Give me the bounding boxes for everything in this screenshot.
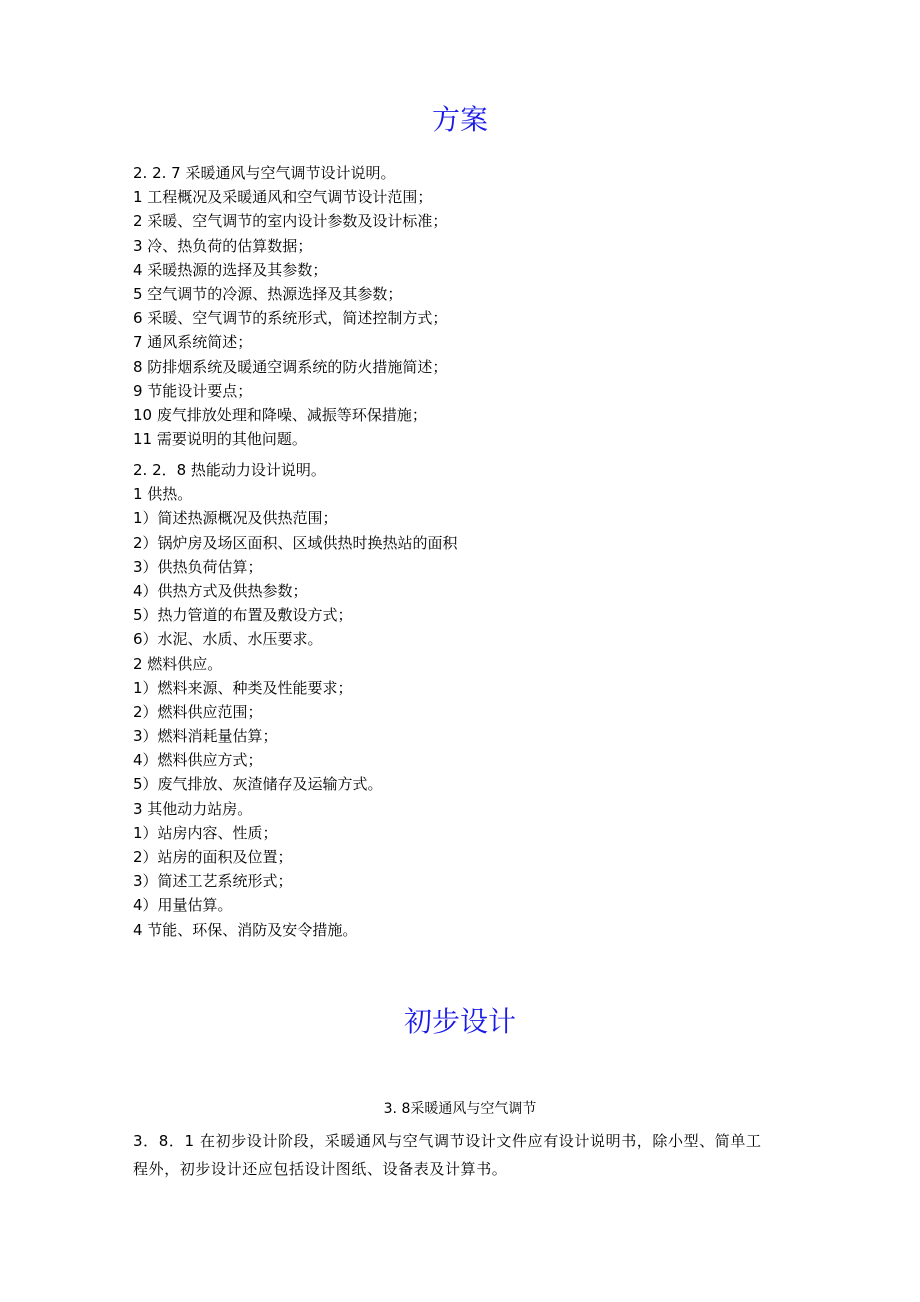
list-line: 1）站房内容、性质； [133,823,278,842]
subsection-heading: 3. 8采暖通风与空气调节 [383,1101,537,1117]
list-line: 3 冷、热负荷的估算数据； [133,236,313,255]
list-line: 2）锅炉房及场区面积、区域供热时换热站的面积 [133,533,458,552]
list-line: 3）简述工艺系统形式； [133,872,293,891]
list-line: 4）燃料供应方式； [133,751,263,770]
list-line: 11 需要说明的其他问题。 [133,430,307,449]
list-line: 7 通风系统简述； [133,333,253,352]
hvac-description-list [133,161,793,451]
list-line: 2）燃料供应范围； [133,702,263,721]
list-line: 8 防排烟系统及暖通空调系统的防火措施简述； [133,357,448,376]
list-line: 6）水泥、水质、水压要求。 [133,630,323,649]
list-line: 4 节能、环保、消防及安令措施。 [133,920,358,939]
list-line: 3）燃料消耗量估算； [133,727,278,746]
list-line: 9 节能设计要点； [133,381,253,400]
list-line: 5 空气调节的冷源、热源选择及其参数； [133,284,403,303]
list-line: 6 采暖、空气调节的系统形式，简述控制方式； [133,309,448,328]
list-line: 5）废气排放、灰渣储存及运输方式。 [133,775,383,794]
section-title-preliminary-design: 初步设计 [403,1005,516,1038]
list-line: 1）简述热源概况及供热范围； [133,509,338,528]
list-line: 2. 2．8 热能动力设计说明。 [133,461,326,479]
list-line: 1 工程概况及采暖通风和空气调节设计范围； [133,188,433,207]
list-line: 10 废气排放处理和降噪、减振等环保措施； [133,405,427,424]
list-line: 2. 2. 7 采暖通风与空气调节设计说明。 [133,164,396,182]
list-line: 1）燃料来源、种类及性能要求； [133,678,353,697]
body-paragraph: 3．8．1 在初步设计阶段，采暖通风与空气调节设计文件应有设计说明书，除小型、简单工程外，初步设计还应包括设计图纸、设备表及计算书。 [133,1132,762,1178]
thermal-power-description-list [133,458,793,942]
list-line: 2）站房的面积及位置； [133,848,293,866]
list-line: 3 其他动力站房。 [133,799,253,818]
list-line: 4 采暖热源的选择及其参数； [133,260,328,279]
list-line: 2 采暖、空气调节的室内设计参数及设计标准； [133,212,448,231]
list-line: 3）供热负荷估算； [133,557,263,576]
list-line: 5）热力管道的布置及敷设方式； [133,606,353,625]
list-line: 4）供热方式及供热参数； [133,581,308,600]
list-line: 2 燃料供应。 [133,654,223,673]
section-title-scheme: 方案 [431,103,488,136]
list-line: 1 供热。 [133,485,193,504]
list-line: 4）用量估算。 [133,896,233,915]
